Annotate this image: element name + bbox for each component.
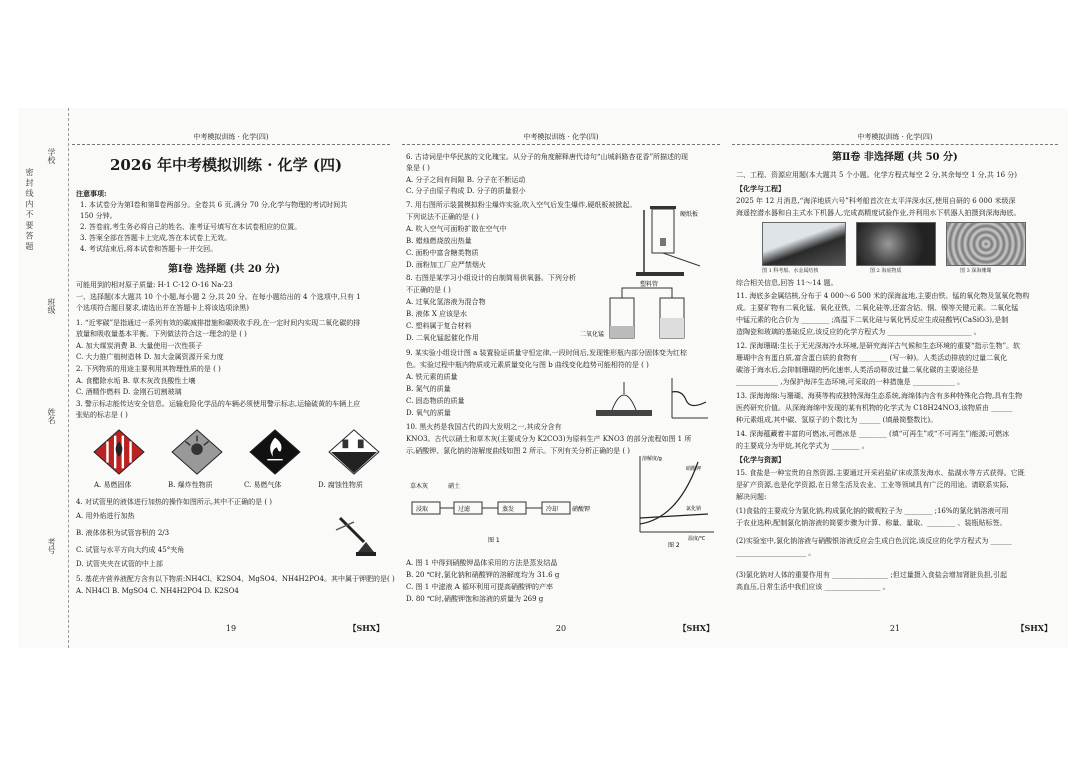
question-line: 15. 食盐是一种宝贵的自然资源,主要通过开采岩盐矿床或蒸发海水、盐湖水等方式获得。它既 [736, 469, 1025, 477]
option-line: A. 食醋除水垢 B. 草木灰改良酸性土壤 [76, 377, 196, 385]
option-line: A. 加大煤炭消费 B. 大量使用一次性筷子 [76, 342, 203, 350]
question-line: (2)实验室中,氯化钠溶液与硝酸银溶液反应会生成白色沉淀,该反应的化学方程式为 ______ [736, 537, 1012, 545]
photo-caption: 图 3 深海珊瑚 [960, 268, 992, 274]
question-line: 13. 深海海绵:与珊瑚、海葵等构成独特深海生态系统,海绵体内含有多种特殊化合物,具有生物 [736, 392, 1023, 400]
binding-label-school: 学校 [47, 148, 56, 164]
flow-step: 草木灰 [410, 483, 429, 490]
question-line: 色。实验过程中瓶内物质或元素质量变化与图 b 曲线变化趋势可能相符的是 ( ) [406, 361, 649, 369]
survey-ship-photo [762, 222, 846, 266]
hazard-label: A. 易燃固体 [94, 481, 132, 489]
question-line: (1)食盐的主要成分为氯化钠,构成氯化钠的微观粒子为 ________ ;16%的氯化钠溶液可用 [736, 507, 1009, 515]
flow-step: 蒸发 [502, 506, 515, 513]
dev8-label: 塑料管 [640, 281, 659, 288]
option-line: D. 80 ℃时,硝酸钾饱和溶液的质量为 269 g [406, 595, 544, 603]
option-line: A. 吹入空气可面粉扩散在空气中 [406, 225, 507, 233]
option-line: A. 分子之间有间隙 B. 分子在不断运动 [406, 176, 526, 184]
atomic-masses: 可能用到的相对原子质量: H-1 C-12 O-16 Na-23 [76, 281, 233, 289]
question-line: 中锰元素的化合价为 ________ ;高温下二氧化硅与氧化钙反应生成硅酸钙(CaSiO3),是制 [736, 316, 1009, 324]
page-21 [732, 108, 1058, 648]
question-line: 成。主要矿物有二氧化锰、氧化亚铁、二氧化硅等,还富含钴、铜、镍等关键元素。二氧化锰 [736, 304, 1019, 312]
dev8b-label: 二氧化锰 [580, 331, 605, 338]
page-number: 21 [889, 624, 901, 633]
question-line: 14. 深海蕴藏着丰富的可燃冰,可燃冰是 ________ (填“可再生”或“不可再生”)能源;可燃冰 [736, 430, 1010, 438]
question-line: 6. 古诗词是中华民族的文化瑰宝。从分子的角度解释唐代诗句“山城斜路杏花香”所描述的现 [406, 153, 689, 161]
running-header: 中考模拟训练 · 化学(四) [732, 132, 1058, 145]
option-line: A. 铁元素的质量 [406, 373, 458, 381]
section-intro: 二、工程、资源应用题(本大题共 5 个小题。化学方程式每空 2 分,其余每空 1 分,共 16 分) [736, 171, 1017, 179]
question-line: 12. 深海珊瑚:生长于无光深海冷水环境,是研究海洋古气候和生态环境的重要“指示生物”。软 [736, 342, 1021, 350]
binding-notice: 密 封 线 内 不 要 答 题 [25, 168, 34, 250]
dev7-label: 硬纸板 [680, 211, 699, 218]
passage-line: 2025 年 12 月消息,“海洋地质六号”科考船首次在太平洋深水区,使用自研的 6 000 米级深 [736, 197, 1016, 205]
option-line: D. 二氧化锰起催化作用 [406, 334, 479, 342]
exam-sheet [18, 108, 1068, 648]
question-line: 珊瑚中含有蛋白质,富含蛋白质的食物有 ________ (写一种)。人类活动排放的过量二氧化 [736, 354, 1008, 362]
option-line: A. 图 1 中得到硝酸钾晶体采用的方法是蒸发结晶 [406, 559, 558, 567]
hazard-signs [90, 428, 401, 480]
binding-label-class: 班级 [47, 298, 56, 314]
option-line: B. 液体体积为试管容积的 2/3 [76, 529, 170, 537]
question-line: 10. 黑火药是我国古代的四大发明之一,其成分含有 [406, 423, 562, 431]
passage-line: 综合相关信息,回答 11～14 题。 [736, 279, 838, 287]
flammable-gas-sign-icon [246, 428, 304, 476]
flow-step: 硝酸钾 [572, 506, 591, 513]
axis-label-y: 溶解度/g [642, 456, 662, 462]
section-title: 第Ⅱ卷 非选择题 (共 50 分) [832, 152, 958, 163]
flow-step: 冷却 [546, 506, 559, 513]
question-line: 种元素组成,其中碳、氢原子的个数比为 ______ (填最简整数比)。 [736, 416, 938, 424]
option-line: C. 试管与水平方向大约成 45°夹角 [76, 546, 185, 554]
hazard-label: C. 易燃气体 [244, 481, 282, 489]
option-line: B. 蜡烛燃烧放出热量 [406, 237, 472, 245]
question-line: 医药研究价值。从深海海绵中发现的某有机物的化学式为 C18H24NO3,该物质由 ______ [736, 404, 1013, 412]
question-line: ____________________ 。 [736, 549, 816, 557]
running-header: 中考模拟训练 · 化学(四) [72, 132, 390, 145]
fig2-caption: 图 2 [668, 542, 680, 548]
test-tube-heating-icon [330, 508, 380, 558]
exam-title: 2026 年中考模拟训练 · 化学 (四) [110, 156, 343, 174]
question-line: (3)氯化钠对人体的重要作用有 ________________ ;但过量摄入食盐会增加肾脏负担,引起 [736, 571, 1007, 579]
question-line: 一、选择题(本大题共 10 个小题,每小题 2 分,共 20 分。在每小题给出的 4 个选项中,只有 1 [76, 293, 361, 301]
photo-caption: 图 1 科考船、水金属结核 [762, 268, 819, 274]
hazard-label: B. 爆炸性物质 [168, 481, 213, 489]
page-number: 19 [225, 624, 237, 633]
question-line: 放量和吸收量基本平衡。下列做法符合这一理念的是 ( ) [76, 330, 247, 338]
photo-caption: 图 2 海底物质 [870, 268, 902, 274]
question-line: 4. 对试管里的液体进行加热的操作如图所示,其中不正确的是 ( ) [76, 498, 273, 506]
question-line: 的主要成分为甲烷,其化学式为 ________ 。 [736, 442, 869, 450]
option-line: B. 氮气的质量 [406, 385, 451, 393]
flow-step: 过滤 [458, 506, 471, 513]
option-line: B. 液体 X 应该是水 [406, 310, 468, 318]
subsection-title: 【化学与资源】 [736, 455, 785, 464]
option-line: C. 大力推广植树造林 D. 加大金属资源开采力度 [76, 353, 224, 361]
option-line: D. 氧气的质量 [406, 409, 451, 417]
page-19 [72, 108, 395, 648]
dust-explosion-apparatus-icon [630, 200, 710, 280]
balance-and-curve-icon [592, 370, 712, 428]
flammable-solid-sign-icon [90, 428, 148, 476]
deep-sea-coral-photo [946, 222, 1026, 266]
question-line: 是矿产资源,也是化学资源,在日常生活及农业、工业等领域具有广泛的用途。请联系实际, [736, 481, 1009, 489]
option-line: A. 过氧化氢溶液为混合物 [406, 298, 486, 306]
option-line: D. 面粉加工厂应严禁烟火 [406, 261, 486, 269]
option-line: B. 20 ℃时,氯化钠和硝酸钾的溶解度均为 31.6 g [406, 571, 560, 579]
question-line: 造陶瓷和玻璃的基础反应,该反应的化学方程式为 ________________________ 。 [736, 328, 981, 336]
option-line: C. 固态物质的质量 [406, 397, 465, 405]
question-line: 下列说法不正确的是 ( ) [406, 213, 479, 221]
fig1-caption: 图 1 [488, 537, 500, 544]
note-line: 150 分钟。 [80, 212, 117, 220]
note-line: 2. 答卷前,考生务必将自己的姓名、准考证号填写在本试卷相应的位置。 [80, 223, 302, 231]
subsection-title: 【化学与工程】 [736, 184, 785, 193]
question-line: 8. 右图是某学习小组设计的自制简易供氧器。下列分析 [406, 274, 576, 282]
section-title: 第Ⅰ卷 选择题 (共 20 分) [168, 264, 280, 275]
process-flow-diagram [408, 480, 598, 546]
question-line: 不正确的是 ( ) [406, 286, 451, 294]
question-line: 5. 基花卉营养液配方含有以下物质:NH4Cl、K2SO4、MgSO4、NH4H2PO4。其中属于钾肥的是( ) [76, 575, 395, 583]
series-code: 【SHX】 [348, 623, 384, 633]
option-line: A. 用外焰进行加热 [76, 512, 135, 520]
series-code: 【SHX】 [678, 623, 714, 633]
notes-title: 注意事项: [76, 189, 107, 198]
binding-label-name: 姓名 [47, 408, 56, 424]
option-line: C. 酒精作燃料 D. 金刚石切割玻璃 [76, 388, 182, 396]
question-line: 张贴的标志是 ( ) [76, 411, 128, 419]
note-line: 1. 本试卷分为第Ⅰ卷和第Ⅱ卷两部分。全卷共 6 页,满分 70 分,化学与物理的考试时间共 [80, 201, 348, 209]
question-line: KNO3。古代以硝土和草木灰(主要成分为 K2CO3)为原料生产 KNO3 的部分流程如图 1 所 [406, 435, 692, 443]
axis-label-x: 温度/℃ [688, 536, 706, 542]
solubility-curve-chart [628, 452, 718, 548]
question-line: 高血压,日常生活中我们应该 ________________ 。 [736, 583, 890, 591]
note-line: 4. 考试结束后,将本试卷和答题卡一并交回。 [80, 245, 218, 253]
oxygen-generator-apparatus-icon [580, 278, 710, 348]
flow-step: 硝土 [448, 483, 461, 490]
page-20 [402, 108, 720, 648]
question-line: 于农业选种,配制氯化钠溶液的简要步骤为计算、称量、量取、________ 、装瓶贴标签。 [736, 519, 1007, 527]
question-line: 碳溶于海水后,会抑制珊瑚的钙化速率,人类活动释放过量二氧化碳的主要途径是 [736, 366, 979, 374]
option-line: C. 图 1 中滤液 A 循环利用可提高硝酸钾的产率 [406, 583, 553, 591]
series-code: 【SHX】 [1016, 623, 1052, 633]
question-line: 7. 用右图所示装置模拟粉尘爆炸实验,吹入空气后发生爆炸,硬纸板被掀起。 [406, 201, 637, 209]
question-line: ____________ ,为保护海洋生态环境,可采取的一种措施是 ____________ 。 [736, 378, 965, 386]
running-header: 中考模拟训练 · 化学(四) [402, 132, 720, 145]
note-line: 3. 答案全部在答题卡上完成,答在本试卷上无效。 [80, 234, 232, 242]
binding-margin [20, 108, 69, 648]
series-label: 硝酸钾 [686, 466, 702, 472]
option-line: A. NH4Cl B. MgSO4 C. NH4H2PO4 D. K2SO4 [76, 587, 239, 595]
series-label: 氯化钠 [686, 506, 702, 512]
question-line: 3. 警示标志能传达安全信息。运输危险化学品的车辆必须使用警示标志,运输硫黄的车辆上应 [76, 400, 361, 408]
option-line: D. 试管夹夹在试管的中上部 [76, 560, 163, 568]
corrosive-sign-icon [325, 428, 383, 476]
option-line: C. 分子由原子构成 D. 分子的质量很小 [406, 187, 526, 195]
explosive-sign-icon [168, 428, 226, 476]
passage-line: 海遥控潜水器和自主式水下机器人,完成高精度试验作业,并利用水下机器人拍摄到深海海底。 [736, 209, 1021, 217]
binding-label-number: 考号 [47, 538, 56, 554]
page-number: 20 [555, 624, 567, 633]
option-line: C. 面粉中富含糖类物质 [406, 249, 479, 257]
question-line: 个选项符合题目要求,请选出并在答题卡上将该选项涂黑) [76, 304, 249, 312]
question-line: 2. 下列物质的用途主要利用其物理性质的是 ( ) [76, 365, 221, 373]
question-line: 9. 某实验小组设计图 a 装置验证质量守恒定律,一段时间后,发现锥形瓶内部分固体变为红棕 [406, 349, 687, 357]
question-line: 象是 ( ) [406, 164, 430, 172]
question-line: 解决问题: [736, 493, 767, 501]
question-line: 11. 海底多金属结核,分布于 4 000～6 500 米的深海盆地,主要由铁、锰的氧化物及氢氧化物构 [736, 292, 1030, 300]
flow-step: 浸取 [416, 506, 429, 513]
question-line: 1. “近零碳”是指通过一系列有效的碳减排措施和碳吸收手段,在一定时间内实现二氧化碳的排 [76, 319, 361, 327]
seabed-material-photo [856, 222, 936, 266]
hazard-label: D. 腐蚀性物质 [318, 481, 363, 489]
question-line: 示,硝酸钾、氯化钠的溶解度曲线如图 2 所示。下列有关分析正确的是 ( ) [406, 447, 631, 455]
option-line: C. 塑料属于复合材料 [406, 322, 472, 330]
